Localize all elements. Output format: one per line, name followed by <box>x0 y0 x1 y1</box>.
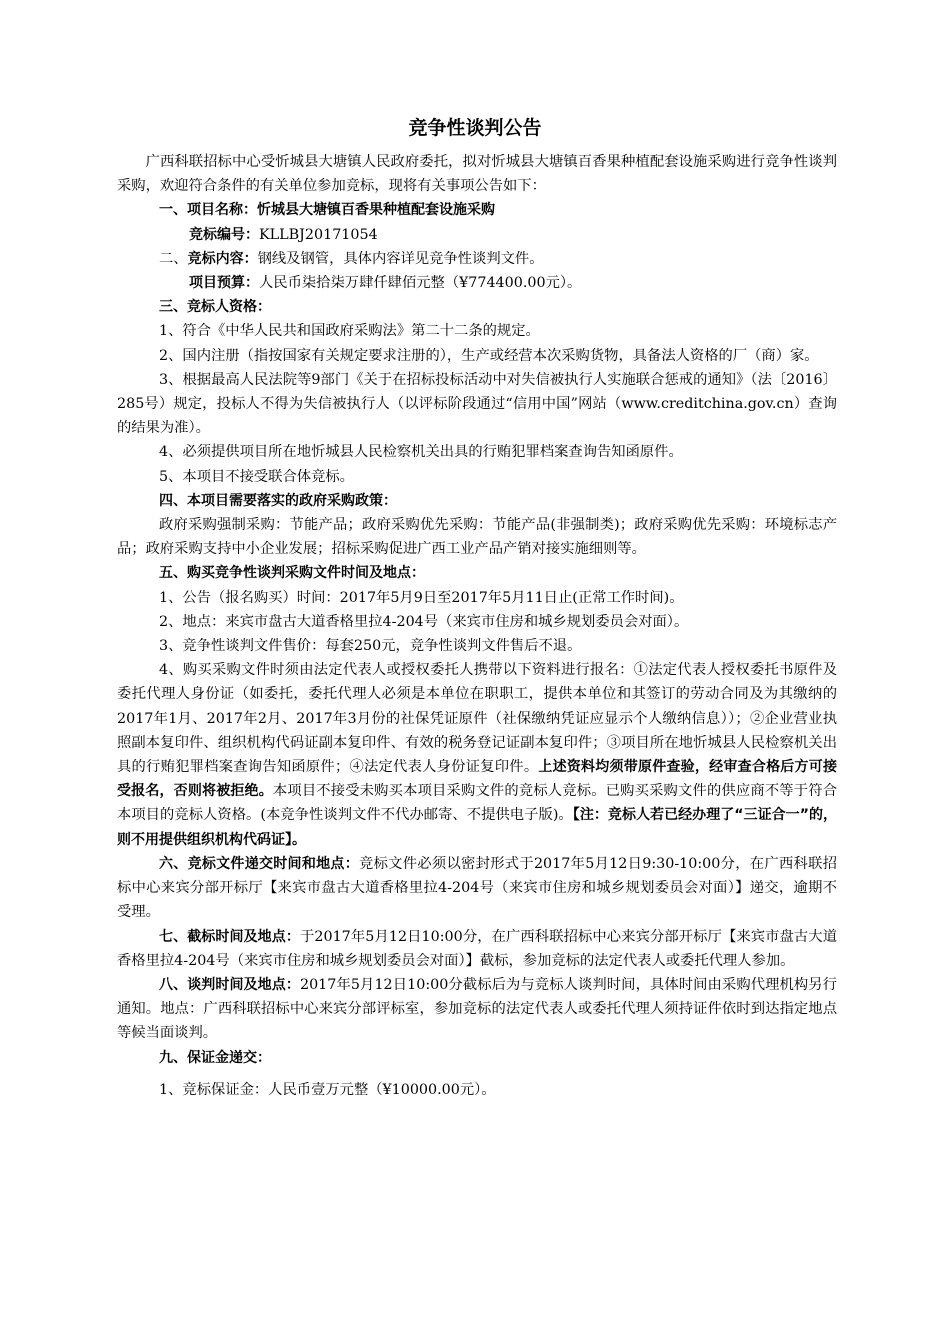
section-4-heading: 四、本项目需要落实的政府采购政策： <box>159 492 397 509</box>
section-5-item-2: 2、地点：来宾市盘古大道香格里拉4-204号（来宾市住房和城乡规划委员会对面）。 <box>159 613 689 630</box>
section-9-heading: 九、保证金递交： <box>159 1049 271 1066</box>
section-5-heading: 五、购买竞争性谈判采购文件时间及地点： <box>159 565 425 582</box>
section-3-item-3: 3、根据最高人民法院等9部门《关于在招标投标活动中对失信被执行人实施联合惩戒的通知》（法〔2016〕285号）规定，投标人不得为失信被执行人（以评标阶段通过“信用中国”网站（www.creditchina.gov.cn）查询的结果为准）。 <box>117 371 837 437</box>
section-3-item-4: 4、必须提供项目所在地忻城县人民检察机关出具的行贿犯罪档案查询告知函原件。 <box>159 444 683 461</box>
section-1-project-name: 一、项目名称：忻城县大塘镇百香果种植配套设施采购 <box>159 202 495 219</box>
document-body <box>117 150 837 1102</box>
section-3-item-2: 2、国内注册（指按国家有关规定要求注册的），生产或经营本次采购货物，具备法人资格的厂（商）家。 <box>159 347 819 364</box>
section-8: 八、谈判时间及地点：2017年5月12日10:00分截标后为与竞标人谈判时间，具体时间由采购代理机构另行通知。地点：广西科联招标中心来宾分部评标室，参加竞标的法定代表人或委托代理人须持证件依时到达指定地点等候当面谈判。 <box>117 976 837 1042</box>
section-2-content: 二、竞标内容：钢线及钢管，具体内容详见竞争性谈判文件。 <box>159 250 544 267</box>
section-3-heading: 三、竞标人资格： <box>159 299 271 316</box>
document-title: 竞争性谈判公告 <box>408 117 542 139</box>
section-9-item-1: 1、竞标保证金：人民币壹万元整（¥10000.00元）。 <box>159 1081 496 1098</box>
section-3-item-5: 5、本项目不接受联合体竞标。 <box>159 468 354 485</box>
section-7: 七、截标时间及地点：于2017年5月12日10:00分，在广西科联招标中心来宾分部开标厅【来宾市盘古大道香格里拉4-204号（来宾市住房和城乡规划委员会对面）】截标，参加竞标的法定代表人或委托代理人参加。 <box>117 928 837 969</box>
section-1-code: 竞标编号：KLLBJ20171054 <box>189 226 378 243</box>
section-5-item-4: 4、购买采购文件时须由法定代表人或授权委托人携带以下资料进行报名：①法定代表人授权委托书原件及委托代理人身份证（如委托，委托代理人必须是本单位在职职工，提供本单位和其签订的劳动合同及为其缴纳的2017年1月、2017年2月、2017年3月份的社保凭证原件（社保缴纳凭证应显示个人缴纳信息））；②企业营业执照副本复印件、组织机构代码证副本复印件、有效的税务登记证副本复印件；③项目所在地忻城县人民检察机关出具的行贿犯罪档案查询告知函原件；④法定代表人身份证复印件。上述资料均须带原件查验，经审查合格后方可接受报名，否则将被拒绝。本项目不接受未购买本项目采购文件的竞标人竞标。已购买采购文件的供应商不等于符合本项目的竞标人资格。(本竞争性谈判文件不代办邮寄、不提供电子版)。【注：竞标人若已经办理了“三证合一”的，则不用提供组织机构代码证】。 <box>117 662 838 848</box>
section-2-budget: 项目预算：人民币柒拾柒万肆仟肆佰元整（¥774400.00元）。 <box>189 275 582 292</box>
section-5-item-3: 3、竞争性谈判文件售价：每套250元，竞争性谈判文件售后不退。 <box>159 638 582 655</box>
section-3-item-1: 1、符合《中华人民共和国政府采购法》第二十二条的规定。 <box>159 323 540 340</box>
intro-paragraph: 广西科联招标中心受忻城县大塘镇人民政府委托，拟对忻城县大塘镇百香果种植配套设施采购进行竞争性谈判采购，欢迎符合条件的有关单位参加竞标，现将有关事项公告如下： <box>117 154 837 195</box>
spacer <box>117 1070 837 1078</box>
section-6: 六、竞标文件递交时间和地点：竞标文件必须以密封形式于2017年5月12日9:30-10:00分，在广西科联招标中心来宾分部开标厅【来宾市盘古大道香格里拉4-204号（来宾市住房和城乡规划委员会对面）】递交，逾期不受理。 <box>117 855 838 921</box>
section-4-text: 政府采购强制采购：节能产品；政府采购优先采购：节能产品(非强制类)；政府采购优先采购：环境标志产品；政府采购支持中小企业发展；招标采购促进广西工业产品产销对接实施细则等。 <box>117 517 837 558</box>
section-5-item-1: 1、公告（报名购买）时间：2017年5月9日至2017年5月11日止(正常工作时间)。 <box>159 589 684 606</box>
